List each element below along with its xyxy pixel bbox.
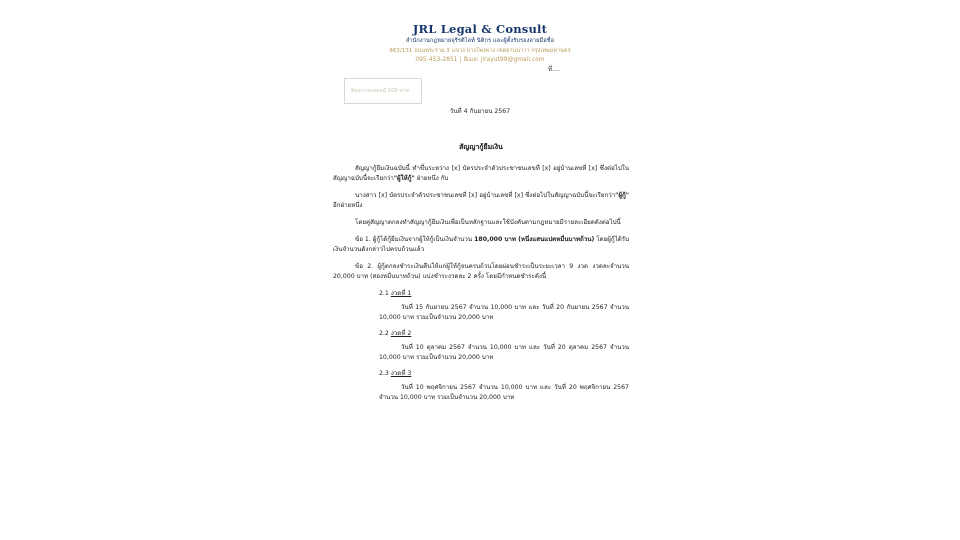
lender-tail: ฝ่ายหนึ่ง กับ	[414, 175, 449, 183]
firm-name: JRL Legal & Consult	[412, 22, 548, 36]
installment-text: วันที่ 15 กันยายน 2567 จำนวน 10,000 บาท และ วันที่ 20 กันยายน 2567 จำนวน 10,000 บาท รวมเป็นจำนวน 20,000 บาท	[379, 304, 629, 322]
document-title: สัญญากู้ยืมเงิน	[459, 143, 503, 151]
installment-heading	[379, 369, 629, 379]
clause-1	[333, 235, 629, 255]
paragraph-borrower-text: นางสาว [x] บัตรประจำตัวประชาชนเลขที่ [x] อยู่บ้านเลขที่ [x] ซึ่งต่อไปในสัญญาฉบับนี้จะเรียกว่า	[355, 192, 616, 200]
paragraph-preamble: โดยคู่สัญญาตกลงทำสัญญากู้ยืมเงินเพื่อเป็นหลักฐานและใช้บังคับตามกฎหมายมีรายละเอียดดังต่อไปนี้	[355, 219, 621, 227]
installment-heading	[379, 329, 629, 339]
borrower-tail: อีกฝ่ายหนึ่ง	[333, 202, 363, 210]
letterhead	[0, 0, 960, 65]
firm-address: 863/131 ถนนพระราม 3 แขวง บางโพงพาง เขตยานนาวา กรุงเทพมหานคร	[389, 48, 571, 55]
reference-line: ที่....	[548, 66, 560, 73]
installment-label: งวดที่ 2	[390, 330, 412, 338]
installment-label: งวดที่ 1	[390, 290, 412, 298]
clause-1-amount: 180,000 บาท (หนึ่งแสนแปดหมื่นบาทถ้วน)	[474, 236, 595, 244]
installment-number: 2.2	[379, 330, 389, 338]
borrower-label: "ผู้กู้"	[615, 192, 629, 200]
stamp-duty-box	[344, 78, 422, 104]
paragraph-lender	[333, 164, 629, 184]
installment-item	[379, 289, 629, 323]
clause-1-prefix: ข้อ 1. ผู้กู้ได้กู้ยืมเงินจากผู้ให้กู้เป็นเงินจำนวน	[355, 236, 475, 244]
firm-contact: 095-453-2851 | อีเมล: jirayut99@gmail.com	[415, 56, 545, 63]
document-body	[333, 142, 629, 409]
firm-subtitle: สำนักงานกฎหมายจุรีรติไลท์ นิติกร และผู้ตั้งรับรองลายมือชื่อ	[405, 38, 555, 45]
lender-label: "ผู้ให้กู้"	[393, 175, 415, 183]
installment-item	[379, 329, 629, 363]
stamp-duty-label: ติดอากรแสตมป์ 100 บาท	[351, 88, 409, 94]
paragraph-borrower	[333, 191, 629, 211]
paragraph-lender-text: สัญญากู้ยืมเงินฉบับนี้ ทำขึ้นระหว่าง [x] บัตรประจำตัวประชาชนเลขที่ [x] อยู่บ้านเลขที่ [x] ซึ่งต่อไปในสัญญาฉบับนี้จะเรียกว่า	[333, 165, 629, 183]
installment-label: งวดที่ 3	[390, 370, 412, 378]
installment-number: 2.1	[379, 290, 389, 298]
installment-item	[379, 369, 629, 403]
installment-text: วันที่ 10 พฤศจิกายน 2567 จำนวน 10,000 บาท และ วันที่ 20 พฤศจิกายน 2567 จำนวน 10,000 บาท รวมเป็นจำนวน 20,000 บาท	[379, 384, 629, 402]
clause-1-suffix: โดยผู้กู้ได้รับเงินจำนวนดังกล่าวไปครบถ้วนแล้ว	[333, 236, 630, 254]
installment-text: วันที่ 10 ตุลาคม 2567 จำนวน 10,000 บาท และ วันที่ 20 ตุลาคม 2567 จำนวน 10,000 บาท รวมเป็นจำนวน 20,000 บาท	[379, 344, 629, 362]
installment-number: 2.3	[379, 370, 389, 378]
clause-2: ข้อ 2. ผู้กู้ตกลงชำระเงินคืนให้แก่ผู้ให้กู้จนครบถ้วนโดยผ่อนชำระเป็นระยะเวลา 9 งวด งวดละจำนวน 20,000 บาท (สองหมื่นบาทถ้วน) แบ่งชำระงวดละ 2 ครั้ง โดยมีกำหนดชำระดังนี้	[333, 263, 629, 281]
installment-heading	[379, 289, 629, 299]
document-date: วันที่ 4 กันยายน 2567	[449, 108, 511, 115]
